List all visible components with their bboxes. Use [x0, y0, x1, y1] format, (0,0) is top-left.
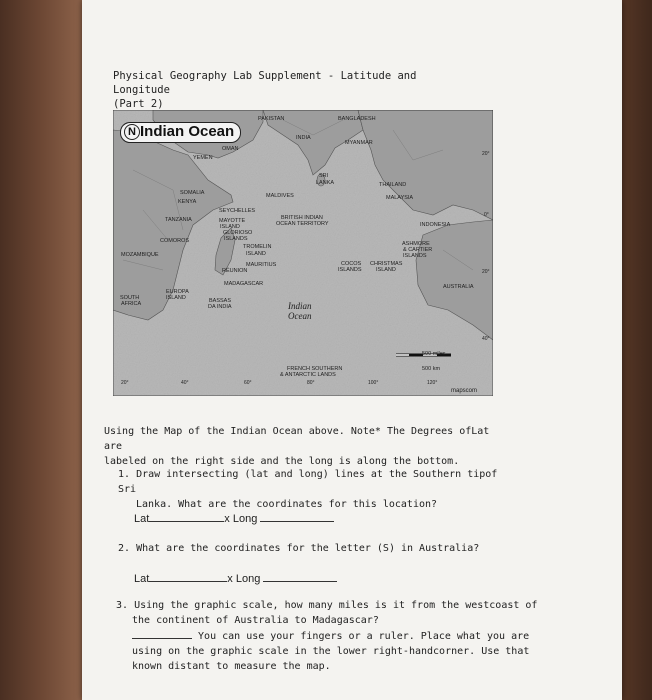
map-label-french-1: FRENCH SOUTHERN [287, 366, 343, 372]
lat-tick-label: 0° [484, 212, 489, 218]
map-label-tromelin: TROMELIN [243, 244, 272, 250]
map-label-europa: EUROPA [166, 289, 189, 295]
map-label-kenya: KENYA [178, 199, 197, 205]
sea-label [288, 301, 312, 321]
long-tick-label: 20° [121, 380, 129, 386]
map-label-indonesia: INDONESIA [420, 222, 451, 228]
map-label-maldives: MALDIVES [266, 193, 294, 199]
map-label-glorioso: GLORIOSO [223, 230, 253, 236]
map-label-malaysia: MALAYSIA [386, 195, 414, 201]
map-credit: mapscom [451, 388, 478, 394]
map-label-christmas: CHRISTMAS [370, 261, 403, 267]
map-label-mozambique: MOZAMBIQUE [121, 252, 159, 258]
map-label-oman: OMAN [222, 146, 239, 152]
answer-1-lat-blank[interactable] [149, 511, 224, 522]
question-3-number: 3. [116, 600, 129, 611]
map-label-mayotte-island: ISLAND [220, 224, 240, 230]
map-label-cartier: & CARTIER [403, 247, 433, 253]
long-tick-label: 120° [427, 380, 438, 386]
answer-2-row [134, 571, 337, 587]
map-label-glorioso-islands: ISLANDS [224, 236, 248, 242]
long-tick-label: 80° [307, 380, 315, 386]
map-label-mauritius: MAURITIUS [246, 262, 277, 268]
long-tick-label: 60° [244, 380, 252, 386]
question-2 [118, 541, 508, 556]
answer-2-long-blank[interactable] [263, 571, 337, 582]
map-title: Indian Ocean [140, 123, 235, 140]
map-label-australia: AUSTRALIA [443, 284, 474, 290]
map-label-madagascar: MADAGASCAR [224, 281, 264, 287]
question-1 [118, 467, 508, 512]
north-letter-circle: N [124, 124, 140, 140]
question-3-line-2: the continent of Australia to Madagascar? [132, 615, 379, 626]
question-3 [116, 598, 546, 674]
question-3-line-3: You can use your fingers or a ruler. Place what you are [198, 631, 530, 642]
instructions-line-2: labeled on the right side and the long is along the bottom. [104, 456, 460, 467]
map-label-lanka: LANKA [316, 180, 335, 186]
answer-1-long-blank[interactable] [260, 511, 334, 522]
sea-label-line-2: Ocean [288, 311, 312, 321]
map-label-mayotte: MAYOTTE [219, 218, 246, 224]
map-label-reunion: RÉUNION [222, 268, 248, 274]
map-label-da-india: DA INDIA [208, 304, 232, 310]
map-label-africa: AFRICA [121, 301, 142, 307]
map-label-comoros: COMOROS [160, 238, 190, 244]
map-label-biot-2: OCEAN TERRITORY [276, 221, 329, 227]
map-label-somalia: SOMALIA [180, 190, 205, 196]
answer-1-long-label: x Long [224, 513, 258, 525]
map-label-europa-island: ISLAND [166, 295, 186, 301]
map-label-bangladesh: BANGLADESH [338, 116, 376, 122]
map-label-bassas: BASSAS [209, 298, 232, 304]
question-1-line-2: Lanka. What are the coordinates for this location? [136, 499, 438, 510]
map-label-ashmore: ASHMORE [402, 241, 430, 247]
question-3-line-5: known distant to measure the map. [132, 661, 331, 672]
lat-tick-label: 20° [482, 151, 490, 157]
question-1-line-1: Draw intersecting (lat and long) lines at the Southern tipof Sri [118, 469, 498, 495]
instructions [104, 424, 504, 469]
answer-2-lat-label: Lat [134, 573, 150, 585]
answer-2-lat-blank[interactable] [149, 571, 227, 582]
map-label-cocos-islands: ISLANDS [338, 267, 362, 273]
scale-label-km: 500 km [422, 366, 441, 372]
lat-tick-label: 40° [482, 336, 490, 342]
question-2-line-1: What are the coordinates for the letter (S) in Australia? [136, 543, 480, 554]
question-3-line-1: Using the graphic scale, how many miles is it from the westcoast of [134, 600, 538, 611]
map-label-india: INDIA [296, 135, 311, 141]
question-3-line-4: using on the graphic scale in the lower right-handcorner. Use that [132, 646, 530, 657]
long-tick-label: 100° [368, 380, 379, 386]
long-tick-label: 40° [181, 380, 189, 386]
question-1-number: 1. [118, 469, 131, 480]
instructions-line-1: Using the Map of the Indian Ocean above. Note* The Degrees ofLat are [104, 426, 490, 452]
answer-3-blank[interactable] [132, 628, 192, 639]
answer-1-row [134, 511, 334, 527]
title-line-2: (Part 2) [113, 98, 164, 110]
map-label-pakistan: PAKISTAN [258, 116, 285, 122]
map-label-biot-1: BRITISH INDIAN [281, 215, 323, 221]
map-label-christmas-island: ISLAND [376, 267, 396, 273]
question-2-number: 2. [118, 543, 131, 554]
map-label-sri: SRI [319, 173, 329, 179]
map-label-yemen: YEMEN [193, 155, 213, 161]
answer-1-lat-label: Lat [134, 513, 150, 525]
document-title [113, 69, 453, 111]
title-line-1: Physical Geography Lab Supplement - Latitude and Longitude [113, 70, 417, 96]
sea-label-line-1: Indian [288, 301, 312, 311]
map-label-tanzania: TANZANIA [165, 217, 192, 223]
map-label-seychelles: SEYCHELLES [219, 208, 256, 214]
map-label-myanmar: MYANMAR [345, 140, 373, 146]
map-label-thailand: THAILAND [379, 182, 407, 188]
map-label-tromelin-island: ISLAND [246, 251, 266, 257]
map-label-south: SOUTH [120, 295, 140, 301]
scale-label-miles: 500 miles [422, 351, 446, 357]
lat-tick-label: 20° [482, 269, 490, 275]
map-label-french-2: & ANTARCTIC LANDS [280, 372, 336, 378]
answer-2-long-label: x Long [227, 573, 261, 585]
map-label-cocos: COCOS [341, 261, 362, 267]
map-title-badge [120, 122, 241, 143]
map-label-ashmore-islands: ISLANDS [403, 253, 427, 259]
